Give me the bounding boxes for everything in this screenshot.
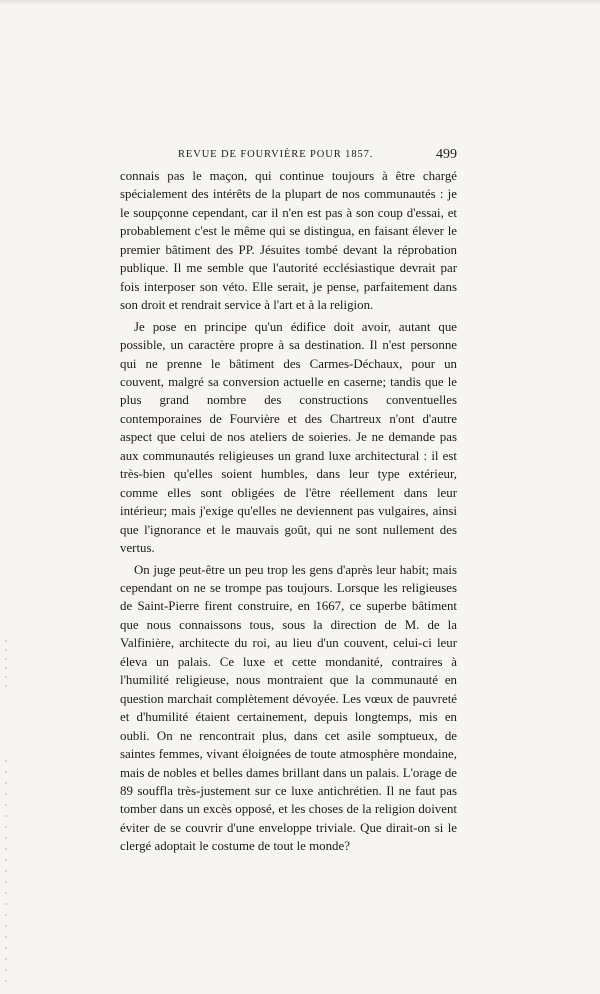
paragraph: On juge peut-être un peu trop les gens d'après leur habit; mais cependant on ne se trompe pas toujours. Lorsque les religieuses de Saint-Pierre firent construire, en 1667, ce superbe bâtiment que nous connaissons tous, sous la direction de M. de la Valfinière, architecte du roi, au lieu d'un couvent, celui-ci leur éleva un palais. Ce luxe et cette mondanité, contraires à l'humilité religieuse, nous montraient que la communauté en question marchait complètement dévoyée. Les vœux de pauvreté et d'humilité étaient certainement, depuis longtemps, mis en oubli. On ne rencontrait plus, dans cet asile somptueux, de saintes femmes, vivant éloignées de toute atmosphère mondaine, mais de nobles et belles dames brillant dans un palais. L'orage de 89 souffla très-justement sur ce luxe antichrétien. Il ne faut pas tomber dans un excès opposé, et les choses de la religion doivent éviter de se couvrir d'une enveloppe triviale. Que dirait-on si le clergé adoptait le costume de tout le monde? [120,562,457,854]
running-header [120,147,457,167]
paragraph: Je pose en principe qu'un édifice doit avoir, autant que possible, un caractère propre à sa destination. Il n'est personne qui ne prenne le bâtiment des Carmes-Déchaux, pour un couvent, malgré sa conversion actuelle en caserne; tandis que le plus grand nombre des constructions conventuelles contemporaines de Fourvière et des Chartreux n'ont d'autre aspect que celui de nos ateliers de soieries. Je ne demande pas aux communautés religieuses un grand luxe architectural : il est très-bien qu'elles soient humbles, dans leur type extérieur, comme elles sont obligées de l'être réellement dans leur intérieur; mais j'exige qu'elles ne deviennent pas vulgaires, ainsi que l'ignorance et le mauvais goût, qui ne sont nullement des vertus. [120,319,457,556]
body-text [120,167,457,856]
running-title: REVUE DE FOURVIÈRE POUR 1857. [178,149,374,160]
page-top-edge [0,0,600,6]
paragraph: connais pas le maçon, qui continue toujours à être chargé spécialement des intérêts de la plupart de nos communautés : je le soupçonne cependant, car il n'en est pas à son coup d'essai, et probablement c'est le même qui se distingua, en faisant élever le premier bâtiment des PP. Jésuites tombé devant la réprobation publique. Il me semble que l'autorité ecclésiastique devrait par fois interposer son véto. Elle serait, je pense, parfaitement dans son droit et rendrait service à l'art et à la religion. [120,169,457,313]
left-margin-marks [0,0,12,994]
page-number: 499 [436,147,457,162]
